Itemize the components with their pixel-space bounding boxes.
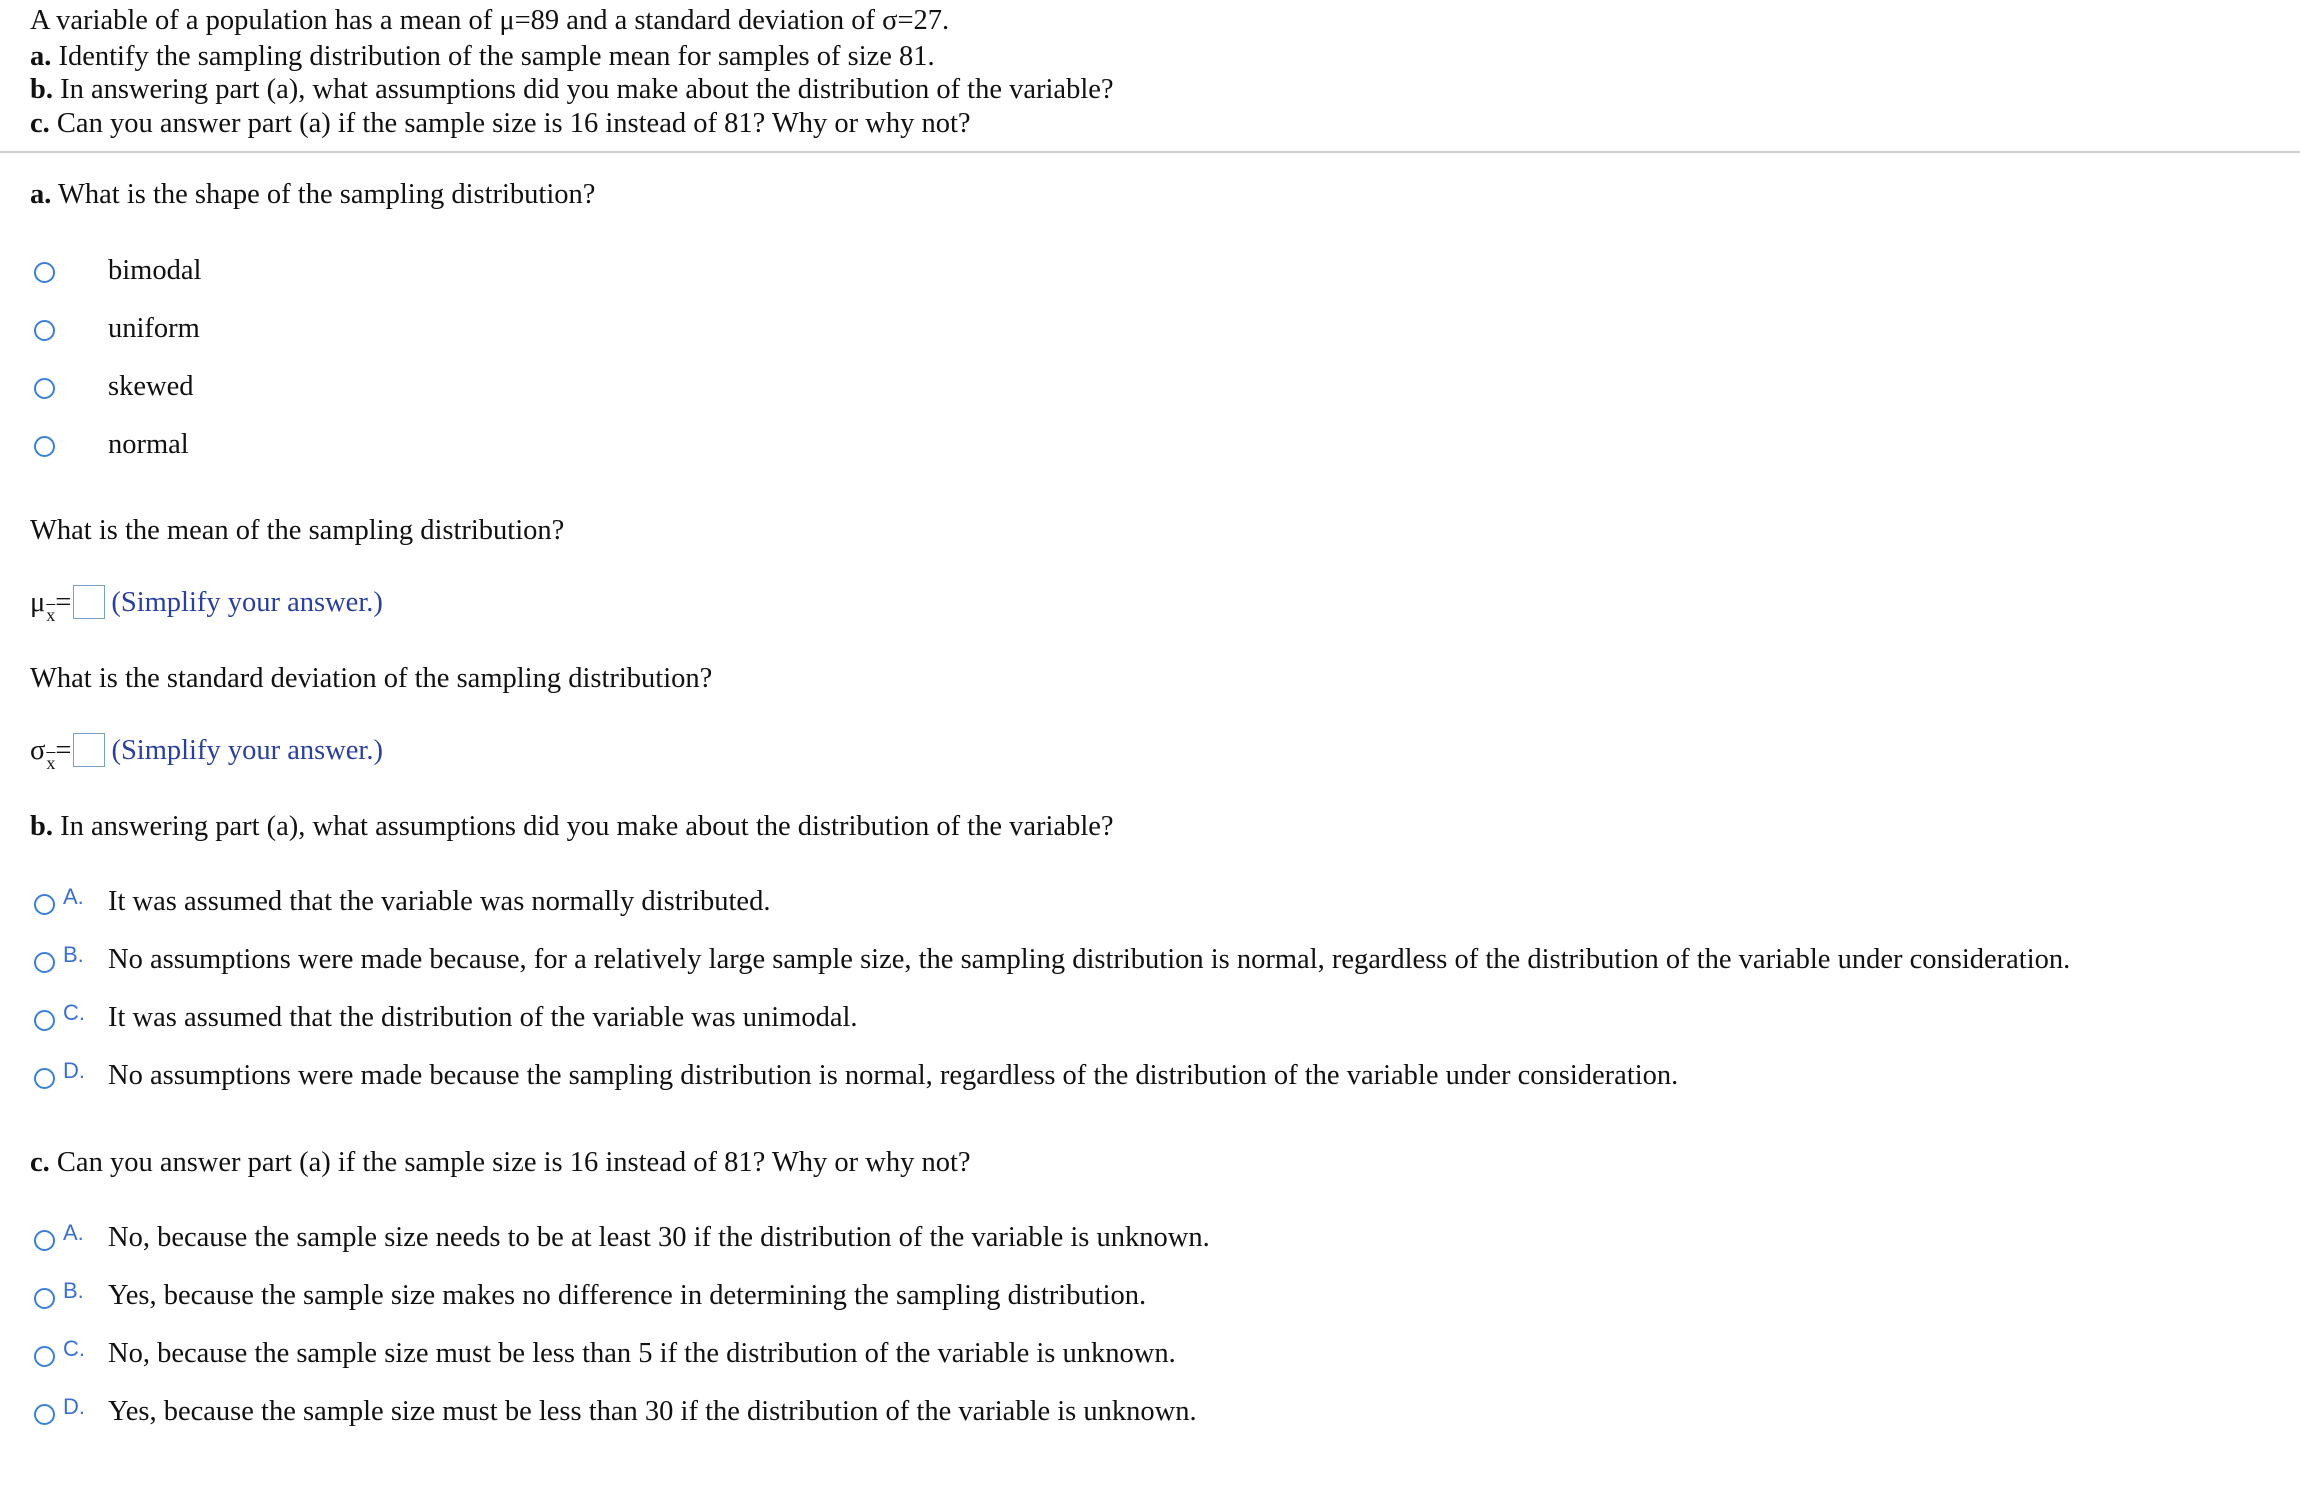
shape-option-label-skewed[interactable]: skewed [108,371,194,402]
shape-option-radio-normal[interactable] [34,436,55,457]
divider [0,151,2300,153]
sd-symbol: $\sigma\overline{x}$ [30,735,56,773]
part-c-radio-a[interactable] [34,1230,55,1251]
mu-symbol: μ [499,5,515,36]
sd-simplify-hint: (Simplify your answer.) [111,735,383,766]
mean-symbol: $\mu\overline{x}$ [30,587,56,625]
part-c-radio-b[interactable] [34,1288,55,1309]
mean-answer-input[interactable] [73,585,105,619]
shape-option-radio-uniform[interactable] [34,320,55,341]
mu-value: 89 [530,5,560,36]
part-b-label-a[interactable]: It was assumed that the variable was normally distributed. [108,886,771,917]
part-c-letter-c: C. [63,1336,85,1361]
sd-question: What is the standard deviation of the sampling distribution? [30,663,713,694]
part-a-question: a. What is the shape of the sampling distribution? [30,179,596,210]
shape-option-radio-bimodal[interactable] [34,262,55,283]
mean-simplify-hint: (Simplify your answer.) [111,587,383,618]
sd-answer-row: $\sigma\overline{x}=$ (Simplify your answer.) [30,735,383,773]
part-b-question: b. In answering part (a), what assumptions did you make about the distribution of the variable? [30,811,1114,842]
shape-option-label-normal[interactable]: normal [108,429,189,460]
part-b-letter-c: C. [63,1000,85,1025]
part-c-question: c. Can you answer part (a) if the sample size is 16 instead of 81? Why or why not? [30,1147,971,1178]
mean-answer-row: $\mu\overline{x}=$ (Simplify your answer.) [30,587,383,625]
shape-option-label-bimodal[interactable]: bimodal [108,255,202,286]
part-b-label-c[interactable]: It was assumed that the distribution of the variable was unimodal. [108,1002,858,1033]
problem-line-1: A variable of a population has a mean of μ=89 and a standard deviation of σ=27. [30,5,950,36]
part-b-letter-a: A. [63,884,84,909]
part-c-letter-d: D. [63,1394,85,1419]
part-b-radio-d[interactable] [34,1068,55,1089]
part-b-radio-a[interactable] [34,894,55,915]
part-b-radio-c[interactable] [34,1010,55,1031]
problem-line-c: c. Can you answer part (a) if the sample size is 16 instead of 81? Why or why not? [30,108,971,139]
mean-question: What is the mean of the sampling distribution? [30,515,565,546]
part-b-letter-d: D. [63,1058,85,1083]
sigma-value: 27 [913,5,943,36]
problem-line-a: a. Identify the sampling distribution of the sample mean for samples of size 81. [30,41,935,72]
shape-option-radio-skewed[interactable] [34,378,55,399]
part-c-label-a[interactable]: No, because the sample size needs to be at least 30 if the distribution of the variable is unknown. [108,1222,1210,1253]
part-c-label-c[interactable]: No, because the sample size must be less than 5 if the distribution of the variable is unknown. [108,1338,1176,1369]
sigma-symbol: σ [882,5,898,36]
part-b-label-b[interactable]: No assumptions were made because, for a relatively large sample size, the sampling distribution is normal, regardless of the distribution of the variable under consideration. [108,944,2071,975]
part-b-label-d[interactable]: No assumptions were made because the sampling distribution is normal, regardless of the distribution of the variable under consideration. [108,1060,1679,1091]
sd-answer-input[interactable] [73,733,105,767]
part-c-label-d[interactable]: Yes, because the sample size must be less than 30 if the distribution of the variable is unknown. [108,1396,1197,1427]
part-b-radio-b[interactable] [34,952,55,973]
part-c-radio-c[interactable] [34,1346,55,1367]
part-b-letter-b: B. [63,942,84,967]
part-c-label-b[interactable]: Yes, because the sample size makes no difference in determining the sampling distribution. [108,1280,1147,1311]
part-c-letter-b: B. [63,1278,84,1303]
shape-option-label-uniform[interactable]: uniform [108,313,200,344]
part-c-radio-d[interactable] [34,1404,55,1425]
part-c-letter-a: A. [63,1220,84,1245]
problem-line-b: b. In answering part (a), what assumptions did you make about the distribution of the variable? [30,74,1114,105]
